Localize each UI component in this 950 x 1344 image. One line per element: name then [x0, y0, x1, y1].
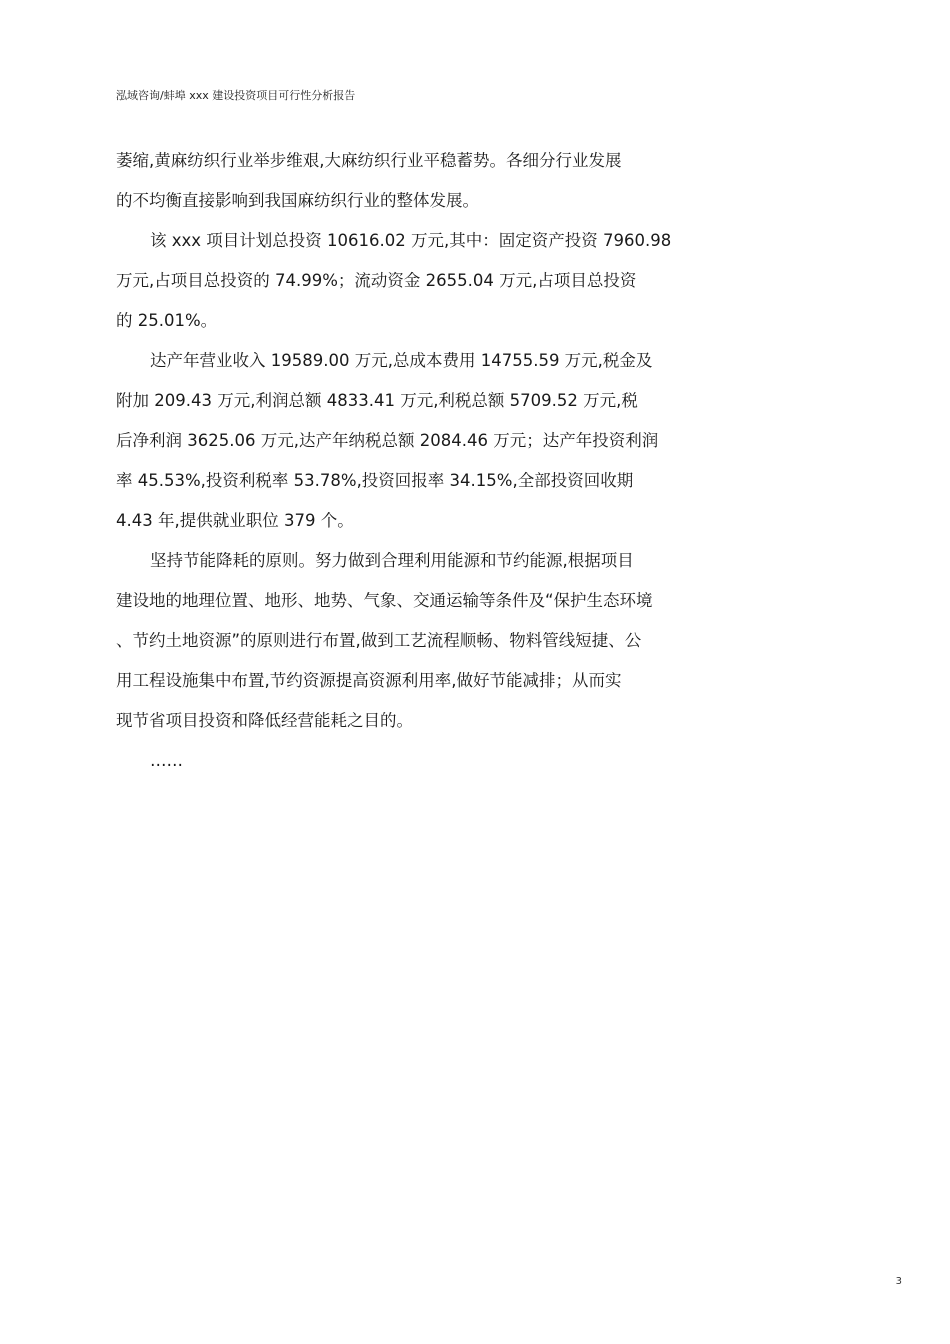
text-line: 、节约土地资源”的原则进行布置,做到工艺流程顺畅、物料管线短捷、公 — [116, 631, 642, 650]
text-line: 的 25.01%。 — [116, 311, 218, 330]
page-number: 3 — [895, 1276, 902, 1287]
text-line: 用工程设施集中布置,节约资源提高资源利用率,做好节能减排；从而实 — [116, 671, 622, 690]
text-line: 该 xxx 项目计划总投资 10616.02 万元,其中：固定资产投资 7960.98 — [150, 231, 672, 250]
body-text — [116, 141, 726, 781]
text-line: 坚持节能降耗的原则。努力做到合理利用能源和节约能源,根据项目 — [150, 551, 634, 570]
text-line: 萎缩,黄麻纺织行业举步维艰,大麻纺织行业平稳蓄势。各细分行业发展 — [116, 151, 622, 170]
text-line: 现节省项目投资和降低经营能耗之目的。 — [116, 711, 413, 730]
text-line: 4.43 年,提供就业职位 379 个。 — [116, 511, 354, 530]
text-line: 附加 209.43 万元,利润总额 4833.41 万元,利税总额 5709.52 万元,税 — [116, 391, 638, 410]
text-line: 达产年营业收入 19589.00 万元,总成本费用 14755.59 万元,税金及 — [150, 351, 653, 370]
ellipsis-line: …… — [150, 751, 183, 770]
text-line: 率 45.53%,投资利税率 53.78%,投资回报率 34.15%,全部投资回收期 — [116, 471, 634, 490]
text-line: 的不均衡直接影响到我国麻纺织行业的整体发展。 — [116, 191, 479, 210]
text-line: 后净利润 3625.06 万元,达产年纳税总额 2084.46 万元；达产年投资利润 — [116, 431, 659, 450]
page-header: 泓域咨询/蚌埠 xxx 建设投资项目可行性分析报告 — [116, 89, 356, 102]
text-line: 万元,占项目总投资的 74.99%；流动资金 2655.04 万元,占项目总投资 — [116, 271, 637, 290]
text-line: 建设地的地理位置、地形、地势、气象、交通运输等条件及“保护生态环境 — [116, 591, 653, 610]
